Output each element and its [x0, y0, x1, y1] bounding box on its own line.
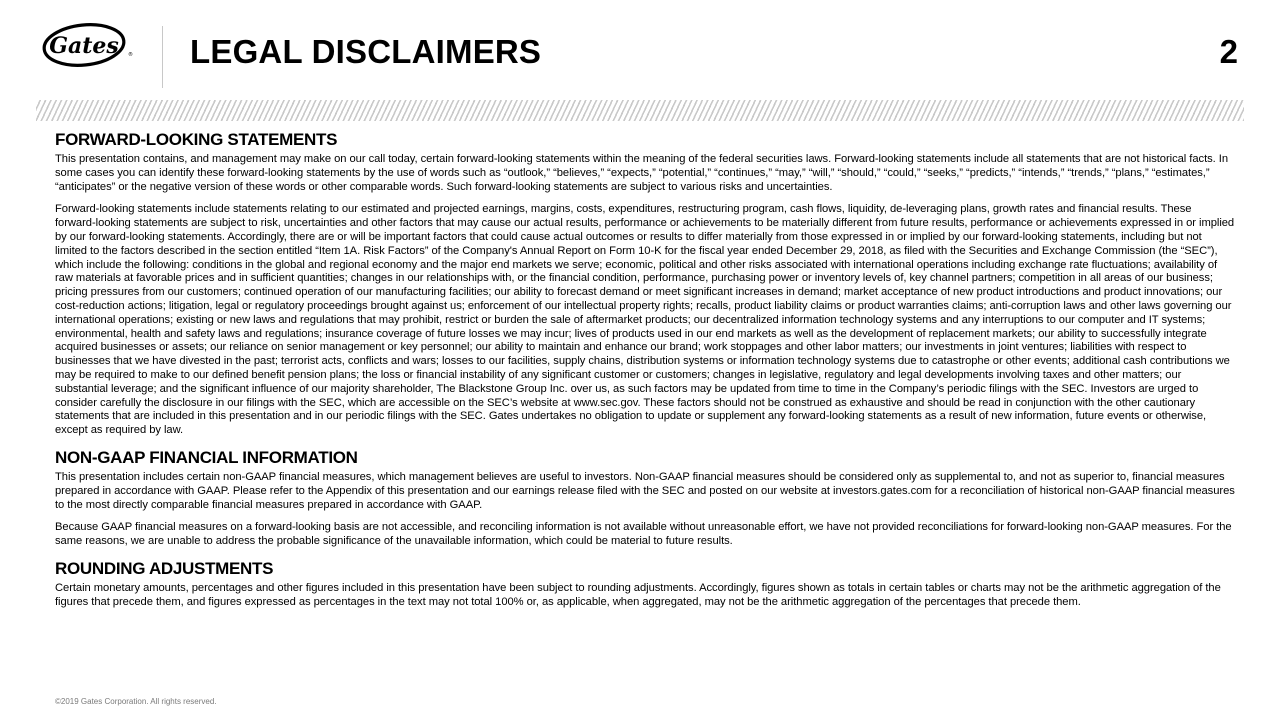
paragraph: This presentation contains, and management may make on our call today, certain forward-looking statements within the meaning of the federal securities laws. Forward-looking statements include all statements that are not historical facts. In some cases you can identify these forward-looking statements by the use of words such as “outlook,” “believes,” “expects,” “potential,” “continues,” “may,” “will,” “should,” “could,” “seeks,” “predicts,” “intends,” “trends,” “plans,” “estimates,” “anticipates” or the negative version of these words or other comparable words. Such forward-looking statements are subject to various risks and uncertainties.: [55, 153, 1229, 193]
paragraph: This presentation includes certain non-GAAP financial measures, which management believes are useful to investors. Non-GAAP financial measures should be considered only as supplemental to, and not as superior to, financial measures prepared in accordance with GAAP. Please refer to the Appendix of this presentation and our earnings release filed with the SEC and posted on our website at investors.gates.com for a reconciliation of historical non-GAAP financial measures to the most directly comparable financial measures prepared in accordance with GAAP.: [55, 470, 1235, 511]
section-heading-forward-looking: FORWARD-LOOKING STATEMENTS: [55, 130, 338, 149]
page-title: LEGAL DISCLAIMERS: [190, 33, 542, 70]
header-divider: [162, 26, 163, 88]
svg-text:®: ®: [128, 52, 133, 58]
hatched-divider: [36, 100, 1244, 121]
paragraph: Because GAAP financial measures on a forward-looking basis are not accessible, and reconciling information is not available without unreasonable effort, we have not provided reconciliations for forward-looking non-GAAP measures. For the same reasons, we are unable to address the probable significance of the unavailable information, which could be material to future results.: [55, 521, 1232, 548]
logo-wordmark: Gates: [49, 33, 119, 59]
section-heading-non-gaap: NON-GAAP FINANCIAL INFORMATION: [55, 447, 358, 467]
paragraph: Forward-looking statements include statements relating to our estimated and projected earnings, margins, costs, expenditures, restructuring program, cash flows, liquidity, de-leveraging plans, growth rates and financial results. These forward-looking statements are subject to risk, uncertainties and other factors that may cause our actual results, performance or achievements to be materially different from future results, performance or achievements expressed in or implied by our forward-looking statements. Accordingly, there are or will be important factors that could cause actual outcomes or results to differ materially from those expressed in or implied by our forward-looking statements, including but not limited to the factors described in the section entitled “Item 1A. Risk Factors” of the Company's Annual Report on Form 10-K for the fiscal year ended December 29, 2018, as filed with the Securities and Exchange Commission (the “SEC”), which include the following: conditions in the global and regional economy and the major end markets we serve; economic, political and other risks associated with international operations including exchange rate fluctuations; availability of raw materials at favorable prices and in sufficient quantities; changes in our relationships with, or the financial condition, performance, purchasing power or inventory levels of, key channel partners; competition in all areas of our business; pricing pressures from our customers; continued operation of our manufacturing facilities; our ability to forecast demand or meet significant increases in demand; market acceptance of new product introductions and product innovations; our cost-reduction actions; litigation, legal or regulatory proceedings brought against us; enforcement of our intellectual property rights; recalls, product liability claims or product warranties claims; anti-corruption laws and other laws governing our international operations; existing or new laws and regulations that may prohibit, restrict or burden the sale of aftermarket products; our decentralized information technology systems and any interruptions to our computer and IT systems; environmental, health and safety laws and regulations; insurance coverage of future losses we may incur; lives of products used in our end markets as well as the development of replacement markets; our ability to successfully integrate acquired businesses or assets; our reliance on senior management or key personnel; our ability to maintain and enhance our brand; work stoppages and other labor matters; our investments in joint ventures; liabilities with respect to businesses that we have divested in the past; terrorist acts, conflicts and wars; losses to our facilities, supply chains, distribution systems or information technology systems due to catastrophe or other events; additional cash contributions we may be required to make to our defined benefit pension plans; the loss or financial instability of any significant customer or customers; changes in legislative, regulatory and legal developments involving taxes and other matters; our substantial leverage; and the significant influence of our majority shareholder, The Blackstone Group Inc. over us, as such factors may be updated from time to time in the Company’s periodic filings with the SEC. Investors are urged to consider carefully the disclosure in our filings with the SEC, which are accessible on the SEC’s website at www.sec.gov. These factors should not be construed as exhaustive and should be read in conjunction with the other cautionary statements that are included in this presentation and in our periodic filings with the SEC. Gates undertakes no obligation to update or supplement any forward-looking statements as a result of new information, future events or otherwise, except as required by law.: [55, 203, 1235, 437]
gates-logo: [40, 20, 136, 72]
paragraph: Certain monetary amounts, percentages and other figures included in this presentation have been subject to rounding adjustments. Accordingly, figures shown as totals in certain tables or charts may not be the arithmetic aggregation of the figures that precede them, and figures expressed as percentages in the text may not total 100% or, as applicable, when aggregated, may not be the arithmetic aggregation of the percentages that precede them.: [55, 581, 1221, 608]
section-heading-rounding: ROUNDING ADJUSTMENTS: [55, 558, 274, 578]
page-number: 2: [1219, 33, 1238, 70]
copyright-footer: ©2019 Gates Corporation. All rights reserved.: [55, 697, 217, 706]
disclaimer-body: [55, 127, 1235, 610]
